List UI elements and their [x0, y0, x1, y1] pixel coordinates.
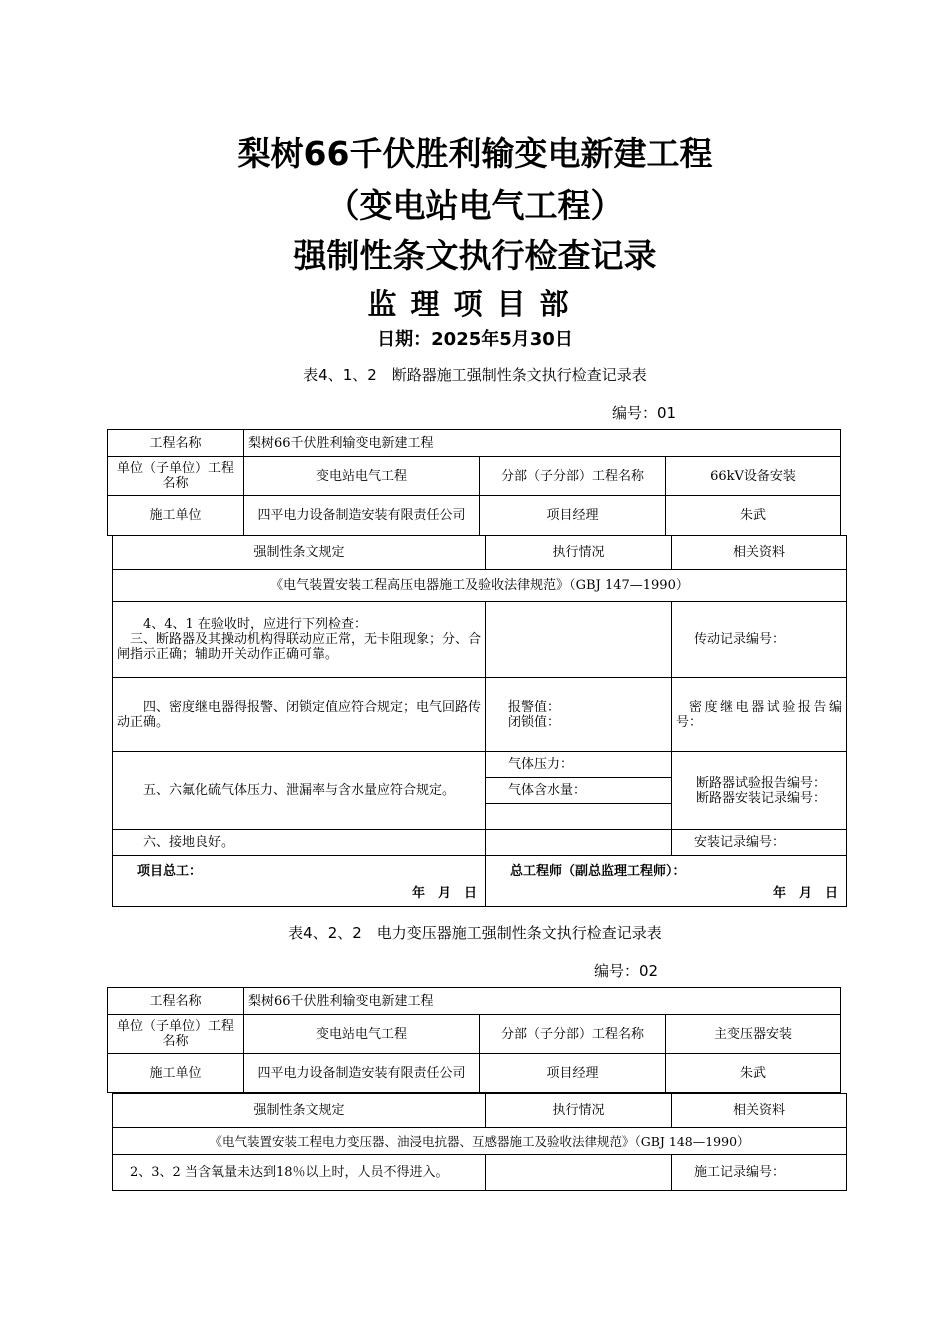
- doc-title-line3: 强制性条文执行检查记录: [293, 236, 657, 275]
- provision-row-2: 四、密度继电器得报警、闭锁定值应符合规定；电气回路传动正确。: [113, 678, 486, 752]
- col-execution: 执行情况: [486, 536, 672, 570]
- reference-row-2: 密度继电器试验报告编号：: [672, 678, 847, 752]
- pm-label: 项目经理: [480, 1054, 666, 1093]
- doc-title-line1: 梨树66千伏胜利输变电新建工程: [237, 134, 713, 173]
- alarm-value-label: 报警值：: [508, 699, 561, 715]
- doc-title-dept: 监理项目部: [367, 287, 583, 321]
- provision-row-1: 2、3、2 当含氧量未达到18％以上时，人员不得进入。: [113, 1155, 486, 1191]
- table2-header: [107, 987, 841, 1093]
- standard-title: 《电气装置安装工程高压电器施工及验收法律规范》（GBJ 147—1990）: [113, 570, 847, 602]
- signature-right: [486, 856, 847, 907]
- gas-moisture-label: 气体含水量：: [486, 778, 671, 804]
- doc-title-line2: （变电站电气工程）: [326, 186, 624, 225]
- table1-body: [112, 535, 847, 907]
- reference-row-1: 施工记录编号：: [672, 1155, 847, 1191]
- col-reference: 相关资料: [672, 1094, 847, 1128]
- builder-value: 四平电力设备制造安装有限责任公司: [244, 496, 480, 536]
- builder-label: 施工单位: [108, 1054, 244, 1093]
- reference-row-3: [672, 752, 847, 830]
- provision-row-1-b: 三、断路器及其操动机构得联动应正常，无卡阻现象；分、合闸指示正确；辅助开关动作正确可靠。: [117, 632, 482, 662]
- execution-row-1: [486, 1155, 672, 1191]
- project-name-value: 梨树66千伏胜利输变电新建工程: [244, 430, 841, 457]
- table1-code: 编号：01: [612, 404, 677, 422]
- unit-label: 单位（子单位）工程名称: [108, 457, 244, 496]
- project-name-label: 工程名称: [108, 988, 244, 1015]
- unit-value: 变电站电气工程: [244, 1015, 480, 1054]
- unit-label: 单位（子单位）工程名称: [108, 1015, 244, 1054]
- provision-row-3: 五、六氟化硫气体压力、泄漏率与含水量应符合规定。: [113, 752, 486, 830]
- lock-value-label: 闭锁值：: [508, 714, 561, 730]
- sub-project-label: 分部（子分部）工程名称: [480, 457, 666, 496]
- sign-date-right: 年 月 日: [772, 886, 838, 901]
- execution-row-1: [486, 602, 672, 678]
- table2-caption: 表4、2、2 电力变压器施工强制性条文执行检查记录表: [288, 924, 662, 942]
- table1-caption: 表4、1、2 断路器施工强制性条文执行检查记录表: [303, 366, 647, 384]
- provision-row-1-a: 4、4、1 在验收时，应进行下列检查：: [143, 617, 367, 632]
- reference-row-4: 安装记录编号：: [672, 830, 847, 856]
- breaker-test-report-label: 断路器试验报告编号：: [696, 775, 827, 791]
- project-name-label: 工程名称: [108, 430, 244, 457]
- sub-project-value: 66kV设备安装: [666, 457, 841, 496]
- pm-value: 朱武: [666, 496, 841, 536]
- table2-body: [112, 1093, 847, 1191]
- standard-title: 《电气装置安装工程电力变压器、油浸电抗器、互感器施工及验收法律规范》（GBJ 148—1990）: [113, 1128, 847, 1155]
- table2-code: 编号：02: [594, 962, 659, 980]
- supervisor-label: 总工程师（副总监理工程师）：: [510, 864, 686, 879]
- provision-row-1: [113, 602, 486, 678]
- execution-row-2: [486, 678, 672, 752]
- sign-date-left: 年 月 日: [411, 886, 477, 901]
- builder-value: 四平电力设备制造安装有限责任公司: [244, 1054, 480, 1093]
- col-provision: 强制性条文规定: [113, 1094, 486, 1128]
- pm-label: 项目经理: [480, 496, 666, 536]
- unit-value: 变电站电气工程: [244, 457, 480, 496]
- col-reference: 相关资料: [672, 536, 847, 570]
- col-execution: 执行情况: [486, 1094, 672, 1128]
- doc-date: 日期：2025年5月30日: [377, 329, 573, 350]
- gas-pressure-label: 气体压力：: [486, 752, 671, 778]
- chief-engineer-label: 项目总工：: [137, 864, 203, 879]
- sub-project-value: 主变压器安装: [666, 1015, 841, 1054]
- table1-header: [107, 429, 841, 536]
- breaker-install-record-label: 断路器安装记录编号：: [696, 790, 827, 806]
- execution-row-4: [486, 830, 672, 856]
- project-name-value: 梨树66千伏胜利输变电新建工程: [244, 988, 841, 1015]
- sub-project-label: 分部（子分部）工程名称: [480, 1015, 666, 1054]
- builder-label: 施工单位: [108, 496, 244, 536]
- reference-row-1: 传动记录编号：: [672, 602, 847, 678]
- execution-row-3-blank: [486, 804, 671, 829]
- execution-row-3: [486, 752, 672, 830]
- signature-left: [113, 856, 486, 907]
- pm-value: 朱武: [666, 1054, 841, 1093]
- provision-row-4: 六、接地良好。: [113, 830, 486, 856]
- col-provision: 强制性条文规定: [113, 536, 486, 570]
